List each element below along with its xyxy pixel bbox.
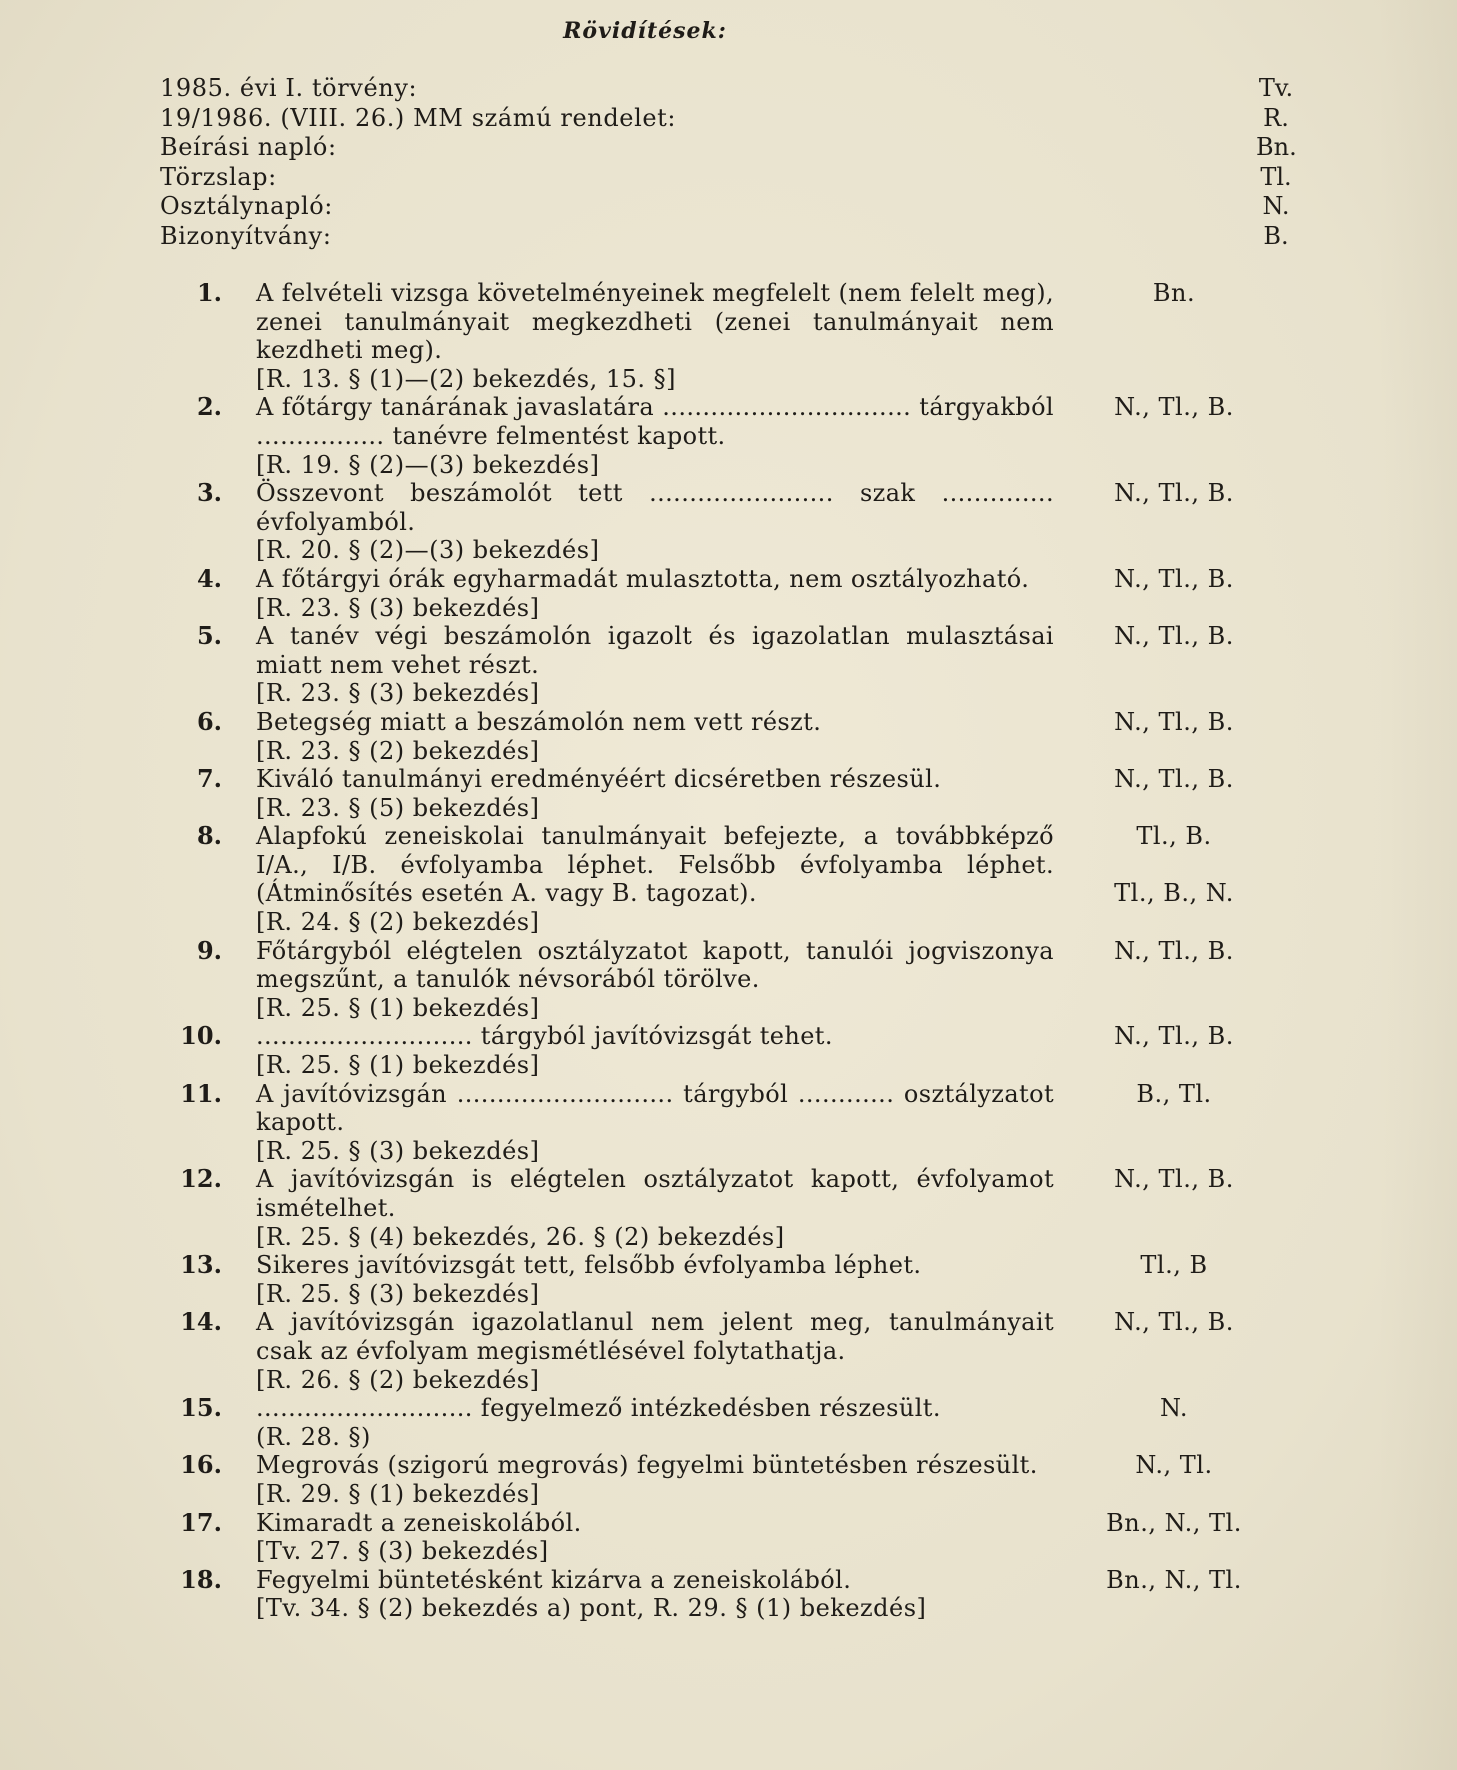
entry-item [160, 1566, 1370, 1623]
entry-number: 2. [196, 392, 222, 422]
abbreviation-code: R. [1263, 103, 1289, 132]
entry-body [256, 708, 1054, 765]
abbreviation-row [160, 222, 1300, 252]
abbreviation-list [160, 74, 1300, 251]
entry-codes [1084, 822, 1264, 936]
entry-body [256, 937, 1054, 1023]
entry-body [256, 622, 1054, 708]
entry-body [256, 1165, 1054, 1251]
entry-number: 9. [196, 935, 222, 965]
entry-codes: N., Tl., B. [1114, 1165, 1234, 1194]
entry-item [160, 1394, 1370, 1451]
entry-list [160, 279, 1370, 1623]
entry-reference: [Tv. 27. § (3) bekezdés] [256, 1537, 549, 1566]
abbreviation-code: Tl. [1260, 162, 1292, 191]
entry-codes: N., Tl., B. [1114, 936, 1234, 965]
entry-number: 18. [180, 1564, 222, 1594]
entry-text: Sikeres javítóvizsgát tett, felsőbb évfolyamba léphet. [256, 1251, 922, 1280]
entry-reference: [R. 23. § (3) bekezdés] [256, 593, 540, 622]
entry-number: 7. [196, 764, 222, 794]
entry-codes: N., Tl., B. [1114, 1022, 1234, 1051]
entry-text: Betegség miatt a beszámolón nem vett részt. [256, 707, 822, 736]
entry-reference: [R. 25. § (4) bekezdés, 26. § (2) bekezdés] [256, 1222, 785, 1251]
entry-body [256, 565, 1054, 622]
entry-item [160, 393, 1370, 479]
bleed-through-shadow [1377, 0, 1457, 1770]
entry-item [160, 1165, 1370, 1251]
entry-number: 5. [196, 621, 222, 651]
entry-number: 3. [196, 478, 222, 508]
entry-reference: [R. 24. § (2) bekezdés] [256, 908, 540, 937]
entry-body [256, 279, 1054, 393]
entry-item [160, 708, 1370, 765]
entry-item [160, 1308, 1370, 1394]
entry-number: 16. [180, 1450, 222, 1480]
entry-codes: N., Tl., B. [1114, 564, 1234, 593]
entry-reference: [R. 23. § (5) bekezdés] [256, 793, 540, 822]
abbreviation-row [160, 133, 1300, 163]
entry-number: 4. [196, 563, 222, 593]
entry-item [160, 479, 1370, 565]
entry-body [256, 479, 1054, 565]
entry-codes: N., Tl., B. [1114, 622, 1234, 651]
entry-body [256, 1308, 1054, 1394]
page-title: Rövidítések: [563, 18, 727, 44]
entry-text: ........................... fegyelmező intézkedésben részesült. [256, 1394, 941, 1423]
entry-body [256, 1509, 1054, 1566]
entry-reference: [R. 25. § (1) bekezdés] [256, 993, 540, 1022]
abbreviation-code: B. [1263, 221, 1289, 250]
entry-reference: [R. 13. § (1)—(2) bekezdés, 15. §] [256, 364, 676, 393]
entry-reference: [R. 25. § (3) bekezdés] [256, 1279, 540, 1308]
entry-item [160, 937, 1370, 1023]
entry-item [160, 622, 1370, 708]
entry-reference: [R. 25. § (3) bekezdés] [256, 1136, 540, 1165]
entry-body [256, 1451, 1054, 1508]
abbreviation-row [160, 104, 1300, 134]
abbreviation-code: N. [1262, 192, 1290, 220]
entry-text: ........................... tárgyból javítóvizsgát tehet. [256, 1022, 833, 1051]
entry-reference: [R. 25. § (1) bekezdés] [256, 1051, 540, 1080]
entry-reference: [R. 23. § (3) bekezdés] [256, 679, 540, 708]
abbreviation-row [160, 192, 1300, 222]
entry-body [256, 393, 1054, 479]
entry-number: 11. [180, 1078, 222, 1108]
entry-text: Kiváló tanulmányi eredményéért dicséretben részesül. [256, 765, 942, 794]
entry-text: Összevont beszámolót tett ....................... szak .............. évfolyamból. [256, 479, 1054, 536]
entry-codes: N., Tl., B. [1114, 765, 1234, 794]
entry-text: Alapfokú zeneiskolai tanulmányait befejezte, a továbbképző I/A., I/B. évfolyamba léphet. Felsőbb évfolyamba léphet. (Átminősítés esetén A. vagy B. tagozat). [256, 822, 1054, 908]
abbreviation-label: Beírási napló: [160, 133, 337, 161]
entry-body [256, 1394, 1054, 1451]
entry-item [160, 1022, 1370, 1079]
entry-text: A javítóvizsgán ........................... tárgyból ............ osztályzatot kapott. [256, 1079, 1054, 1137]
entry-codes: N., Tl. [1135, 1451, 1213, 1480]
entry-body [256, 1080, 1054, 1166]
abbreviation-label: Bizonyítvány: [160, 221, 332, 250]
entry-text: A javítóvizsgán igazolatlanul nem jelent meg, tanulmányait csak az évfolyam megismétlésével folytathatja. [256, 1308, 1054, 1365]
entry-number: 12. [180, 1164, 222, 1194]
abbreviation-code: Tv. [1258, 74, 1294, 102]
entry-codes: N., Tl., B. [1114, 393, 1234, 422]
abbreviation-code: Bn. [1256, 133, 1297, 161]
entry-body [256, 822, 1054, 936]
abbreviation-row [160, 74, 1300, 104]
entry-codes: B., Tl. [1136, 1079, 1212, 1108]
entry-item [160, 565, 1370, 622]
entry-body [256, 765, 1054, 822]
entry-text: Megrovás (szigorú megrovás) fegyelmi büntetésben részesült. [256, 1451, 1038, 1480]
entry-body [256, 1022, 1054, 1079]
entry-number: 10. [180, 1021, 222, 1051]
entry-reference: [R. 20. § (2)—(3) bekezdés] [256, 536, 600, 565]
entry-reference: [R. 26. § (2) bekezdés] [256, 1365, 540, 1394]
abbreviation-row [160, 163, 1300, 193]
entry-item [160, 1509, 1370, 1566]
entry-codes: Bn., N., Tl. [1106, 1508, 1242, 1537]
entry-text: A főtárgy tanárának javaslatára ............................... tárgyakból ................ tanévre felmentést kapott. [256, 393, 1054, 450]
entry-item [160, 765, 1370, 822]
entry-body [256, 1566, 1054, 1623]
entry-codes: N., Tl., B. [1114, 1308, 1234, 1337]
entry-reference: [R. 19. § (2)—(3) bekezdés] [256, 450, 600, 479]
entry-codes-second: Tl., B., N. [1114, 879, 1234, 908]
entry-number: 1. [196, 278, 222, 307]
entry-number: 17. [180, 1507, 222, 1537]
entry-text: A tanév végi beszámolón igazolt és igazolatlan mulasztásai miatt nem vehet részt. [256, 622, 1054, 679]
entry-number: 8. [196, 821, 222, 851]
entry-codes: Bn. [1152, 279, 1196, 307]
entry-codes: N., Tl., B. [1114, 707, 1234, 736]
entry-number: 15. [180, 1393, 222, 1423]
entry-reference: [Tv. 34. § (2) bekezdés a) pont, R. 29. § (1) bekezdés] [256, 1594, 927, 1623]
entry-codes: N. [1159, 1394, 1189, 1423]
entry-codes-first: Tl., B. [1136, 822, 1212, 851]
entry-number: 14. [180, 1307, 222, 1337]
entry-item [160, 1451, 1370, 1508]
entry-text: Kimaradt a zeneiskolából. [256, 1508, 582, 1537]
entry-reference: (R. 28. §) [256, 1422, 371, 1451]
abbreviation-label: 19/1986. (VIII. 26.) MM számú rendelet: [160, 103, 677, 132]
entry-item [160, 279, 1370, 393]
entry-number: 6. [196, 706, 222, 736]
entry-text: A főtárgyi órák egyharmadát mulasztotta, nem osztályozható. [256, 564, 1030, 593]
entry-codes: N., Tl., B. [1114, 479, 1234, 508]
entry-number: 13. [180, 1250, 222, 1280]
abbreviation-label: Törzslap: [160, 162, 277, 191]
entry-text: A javítóvizsgán is elégtelen osztályzatot kapott, évfolyamot ismételhet. [256, 1165, 1054, 1222]
entry-item [160, 1251, 1370, 1308]
entry-text: Főtárgyból elégtelen osztályzatot kapott, tanulói jogviszonya megszűnt, a tanulók névsorából törölve. [256, 936, 1054, 994]
entry-text: A felvételi vizsga követelményeinek megfelelt (nem felelt meg), zenei tanulmányait megkezdheti (zenei tanulmányait nem kezdheti meg). [256, 279, 1054, 365]
entry-item [160, 822, 1370, 936]
entry-text: Fegyelmi büntetésként kizárva a zeneiskolából. [256, 1565, 852, 1594]
entry-reference: [R. 29. § (1) bekezdés] [256, 1479, 540, 1508]
entry-codes: Bn., N., Tl. [1106, 1565, 1242, 1594]
entry-body [256, 1251, 1054, 1308]
abbreviation-label: 1985. évi I. törvény: [160, 74, 418, 102]
entry-item [160, 1080, 1370, 1166]
entry-codes: Tl., B [1140, 1251, 1208, 1280]
entry-reference: [R. 23. § (2) bekezdés] [256, 736, 540, 765]
abbreviation-label: Osztálynapló: [160, 192, 333, 220]
